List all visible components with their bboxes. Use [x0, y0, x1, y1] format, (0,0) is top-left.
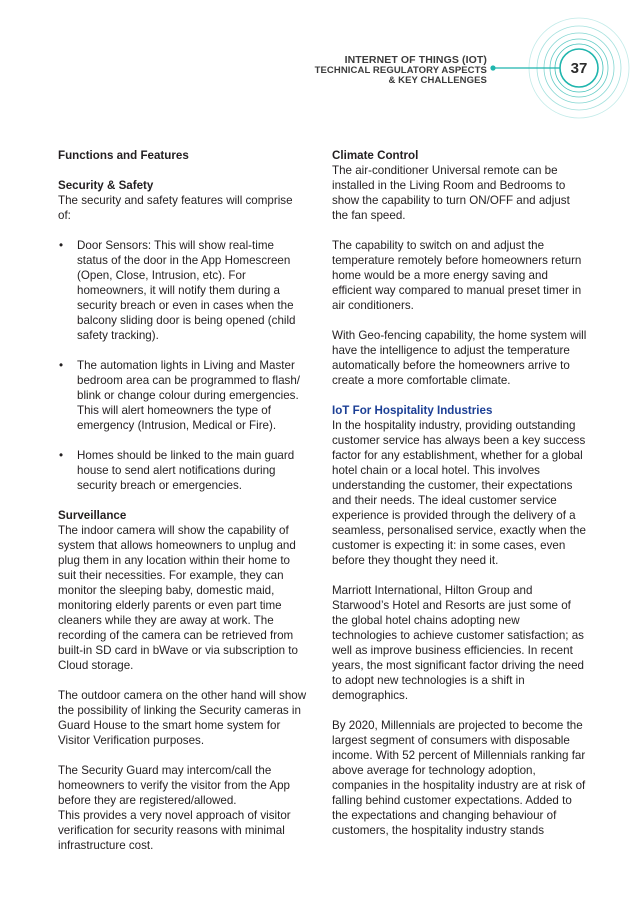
hospitality-heading: IoT For Hospitality Industries	[332, 404, 493, 417]
security-heading: Security & Safety	[58, 179, 154, 192]
bullet-item	[58, 358, 308, 433]
hospitality-paragraph: Marriott International, Hilton Group and Starwood’s Hotel and Resorts are just some of the global hotel chains adopting new technologies to achieve customer satisfaction; as well as improve business efficiencies. In recent years, the most significant factor driving the need to adopt new technologies is a shift in demographics.	[332, 584, 584, 702]
bullet-item	[58, 448, 308, 493]
bullet-item	[58, 238, 308, 343]
climate-paragraph: The capability to switch on and adjust the temperature remotely before homeowners return home would be a more energy saving and efficient way compared to manual preset timer in air conditioners.	[332, 239, 582, 312]
page-number: 37	[570, 60, 588, 77]
running-title-line-3: & KEY CHALLENGES	[388, 75, 487, 86]
surveillance-paragraph: The indoor camera will show the capability of system that allows homeowners to unplug and plug them in any location within their home to suit their necessities. For example, they can monitor the sleeping baby, domestic maid, monitoring elderly parents or even part time cleaners while they are away at work. The recording of the camera can be retrieved from built-in SD card in bWave or via subscription to Cloud storage.	[58, 524, 298, 672]
surveillance-paragraph: This provides a very novel approach of visitor verification for security reasons with minimal infrastructure cost.	[58, 809, 291, 852]
left-column	[58, 148, 308, 853]
climate-paragraph: With Geo-fencing capability, the home system will have the intelligence to adjust the temperature automatically before the homeowners arrive to create a more comfortable climate.	[332, 329, 587, 387]
running-title	[315, 55, 487, 87]
bullet-dot-icon: •	[59, 359, 64, 372]
bullet-text: The automation lights in Living and Master bedroom area can be programmed to flash/ blink or change colour during emergencies. This will alert homeowners the type of emergency (Intrusion, Medical or Fire).	[77, 359, 300, 432]
climate-heading: Climate Control	[332, 149, 419, 162]
running-title-line-2: TECHNICAL REGULATORY ASPECTS	[314, 64, 487, 76]
page-header	[0, 0, 638, 120]
hospitality-paragraph: In the hospitality industry, providing outstanding customer service has always been a key success factor for any establishment, whether for a global hotel chain or a local hotel. This involves understanding the customer, their expectations and their needs. The ideal customer service experience is provided through the delivery of a seamless, personalised service, exactly when the customer is expecting it: in some cases, even before they thought they need it.	[332, 419, 586, 567]
bullet-dot-icon: •	[59, 239, 64, 252]
bullet-text: Door Sensors: This will show real-time status of the door in the App Homescreen (Open, Close, Intrusion, etc). For homeowners, it will notify them during a security breach or even in cases when the balcony sliding door is being opened (child safety tracking).	[77, 239, 296, 342]
security-intro: The security and safety features will comprise of:	[58, 194, 293, 222]
running-title-line-1: INTERNET OF THINGS (IOT)	[344, 54, 487, 66]
climate-paragraph: The air-conditioner Universal remote can be installed in the Living Room and Bedrooms to show the capability to turn ON/OFF and adjust the fan speed.	[332, 164, 570, 222]
surveillance-heading: Surveillance	[58, 509, 127, 522]
surveillance-paragraph: The Security Guard may intercom/call the homeowners to verify the visitor from the App before they are registered/allowed.	[58, 764, 290, 807]
bullet-dot-icon: •	[59, 449, 64, 462]
hospitality-paragraph: By 2020, Millennials are projected to become the largest segment of consumers with disposable income. With 52 percent of Millennials ranking far above average for technology adoption, companies in the hospitality industry are at risk of falling behind customer expectations. Added to the expectations and changing behaviour of customers, the hospitality industry stands	[332, 719, 586, 837]
right-column	[332, 148, 587, 838]
bullet-text: Homes should be linked to the main guard house to send alert notifications during security breach or emergencies.	[77, 449, 295, 492]
surveillance-paragraph: The outdoor camera on the other hand will show the possibility of linking the Security cameras in Guard House to the smart home system for Visitor Verification purposes.	[58, 689, 307, 747]
functions-heading: Functions and Features	[58, 149, 189, 162]
